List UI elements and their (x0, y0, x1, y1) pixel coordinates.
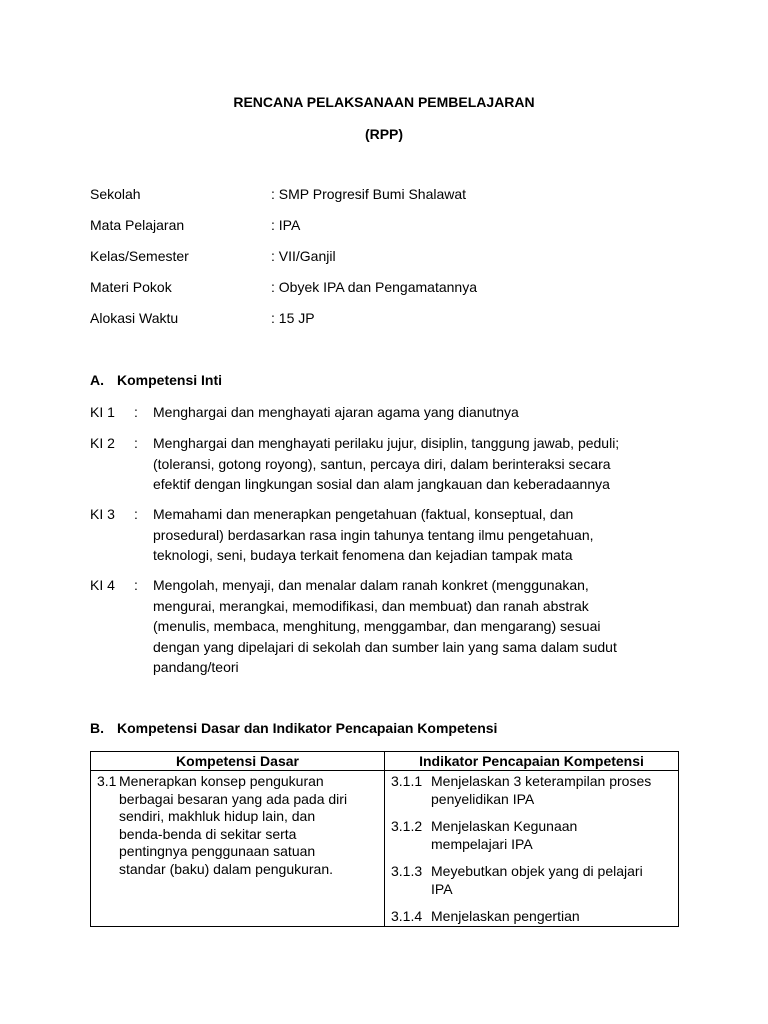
column-header-indikator: Indikator Pencapaian Kompetensi (385, 752, 679, 771)
identity-label: Kelas/Semester (90, 248, 189, 264)
identity-value: : IPA (271, 217, 301, 233)
ki-label: KI 1 (90, 404, 115, 420)
table-row (91, 771, 679, 927)
table-header-row (91, 752, 679, 771)
kd-text: Menerapkan konsep pengukuran berbagai besaran yang ada pada diri sendiri, makhluk hidup lain, dan benda-benda di sekitar serta pentingnya penggunaan satuan standar (baku) dalam pengukuran. (119, 773, 348, 877)
identity-row-kelas-semester (90, 248, 690, 268)
section-b-letter: B. (90, 720, 104, 736)
ki-label: KI 3 (90, 506, 115, 522)
indicator-text: Menjelaskan 3 keterampilan proses penyelidikan IPA (431, 773, 652, 807)
identity-value: : Obyek IPA dan Pengamatannya (271, 279, 477, 295)
identity-label: Sekolah (90, 186, 141, 202)
indicator-item (391, 773, 674, 808)
indicator-item (391, 818, 674, 853)
indicator-text: Menjelaskan Kegunaan mempelajari IPA (431, 818, 578, 852)
section-a-heading (90, 372, 222, 388)
ki-text: Menghargai dan menghayati perilaku jujur, disiplin, tanggung jawab, peduli; (toleransi, gotong royong), santun, percaya diri, dalam berinteraksi secara efektif dengan lingkungan sosial dan alam jangkauan dan keberadaannya (153, 435, 620, 492)
ki-colon: : (134, 506, 138, 522)
kompetensi-table (90, 751, 679, 927)
identity-row-materi-pokok (90, 279, 690, 299)
indicator-text: Meyebutkan objek yang di pelajari IPA (431, 863, 643, 897)
identity-value: : SMP Progresif Bumi Shalawat (271, 186, 467, 202)
ki-label: KI 2 (90, 435, 115, 451)
ki-text: Menghargai dan menghayati ajaran agama yang dianutnya (153, 404, 519, 420)
ki-text: Mengolah, menyaji, dan menalar dalam ranah konkret (menggunakan, mengurai, merangkai, memodifikasi, dan membuat) dan ranah abstrak (menulis, membaca, menghitung, menggambar, dan mengarang) sesuai dengan yang dipelajari di sekolah dan sumber lain yang sama dalam sudut pandang/teori (153, 577, 617, 675)
section-a-title: Kompetensi Inti (117, 372, 223, 388)
indicator-number: 3.1.4 (391, 908, 423, 924)
indicator-text: Menjelaskan pengertian (431, 908, 580, 924)
column-header-kompetensi-dasar: Kompetensi Dasar (91, 752, 385, 771)
identity-value: : 15 JP (271, 310, 315, 326)
kd-number: 3.1 (97, 773, 117, 789)
identity-value: : VII/Ganjil (271, 248, 336, 264)
identity-row-mata-pelajaran (90, 217, 690, 237)
document-subtitle: (RPP) (364, 126, 404, 142)
indicator-number: 3.1.2 (391, 818, 423, 834)
ki-colon: : (134, 435, 138, 451)
identity-row-alokasi-waktu (90, 310, 690, 330)
indicator-item (391, 863, 674, 898)
indicator-number: 3.1.1 (391, 773, 423, 789)
section-b-heading (90, 720, 497, 736)
identity-row-sekolah (90, 186, 690, 206)
ki-colon: : (134, 577, 138, 593)
section-a-letter: A. (90, 372, 104, 388)
identity-label: Alokasi Waktu (90, 310, 179, 326)
indicator-number: 3.1.3 (391, 863, 423, 879)
ki-colon: : (134, 404, 138, 420)
kd-cell (91, 771, 385, 927)
indicator-item (391, 908, 674, 926)
ki-label: KI 4 (90, 577, 115, 593)
document-title: RENCANA PELAKSANAAN PEMBELAJARAN (233, 94, 535, 110)
indicator-cell (385, 771, 679, 927)
identity-label: Materi Pokok (90, 279, 172, 295)
ki-text: Memahami dan menerapkan pengetahuan (faktual, konseptual, dan prosedural) berdasarkan rasa ingin tahunya tentang ilmu pengetahuan, teknologi, seni, budaya terkait fenomena dan kejadian tampak mata (153, 506, 594, 563)
section-b-title: Kompetensi Dasar dan Indikator Pencapaian Kompetensi (117, 720, 498, 736)
identity-label: Mata Pelajaran (90, 217, 185, 233)
